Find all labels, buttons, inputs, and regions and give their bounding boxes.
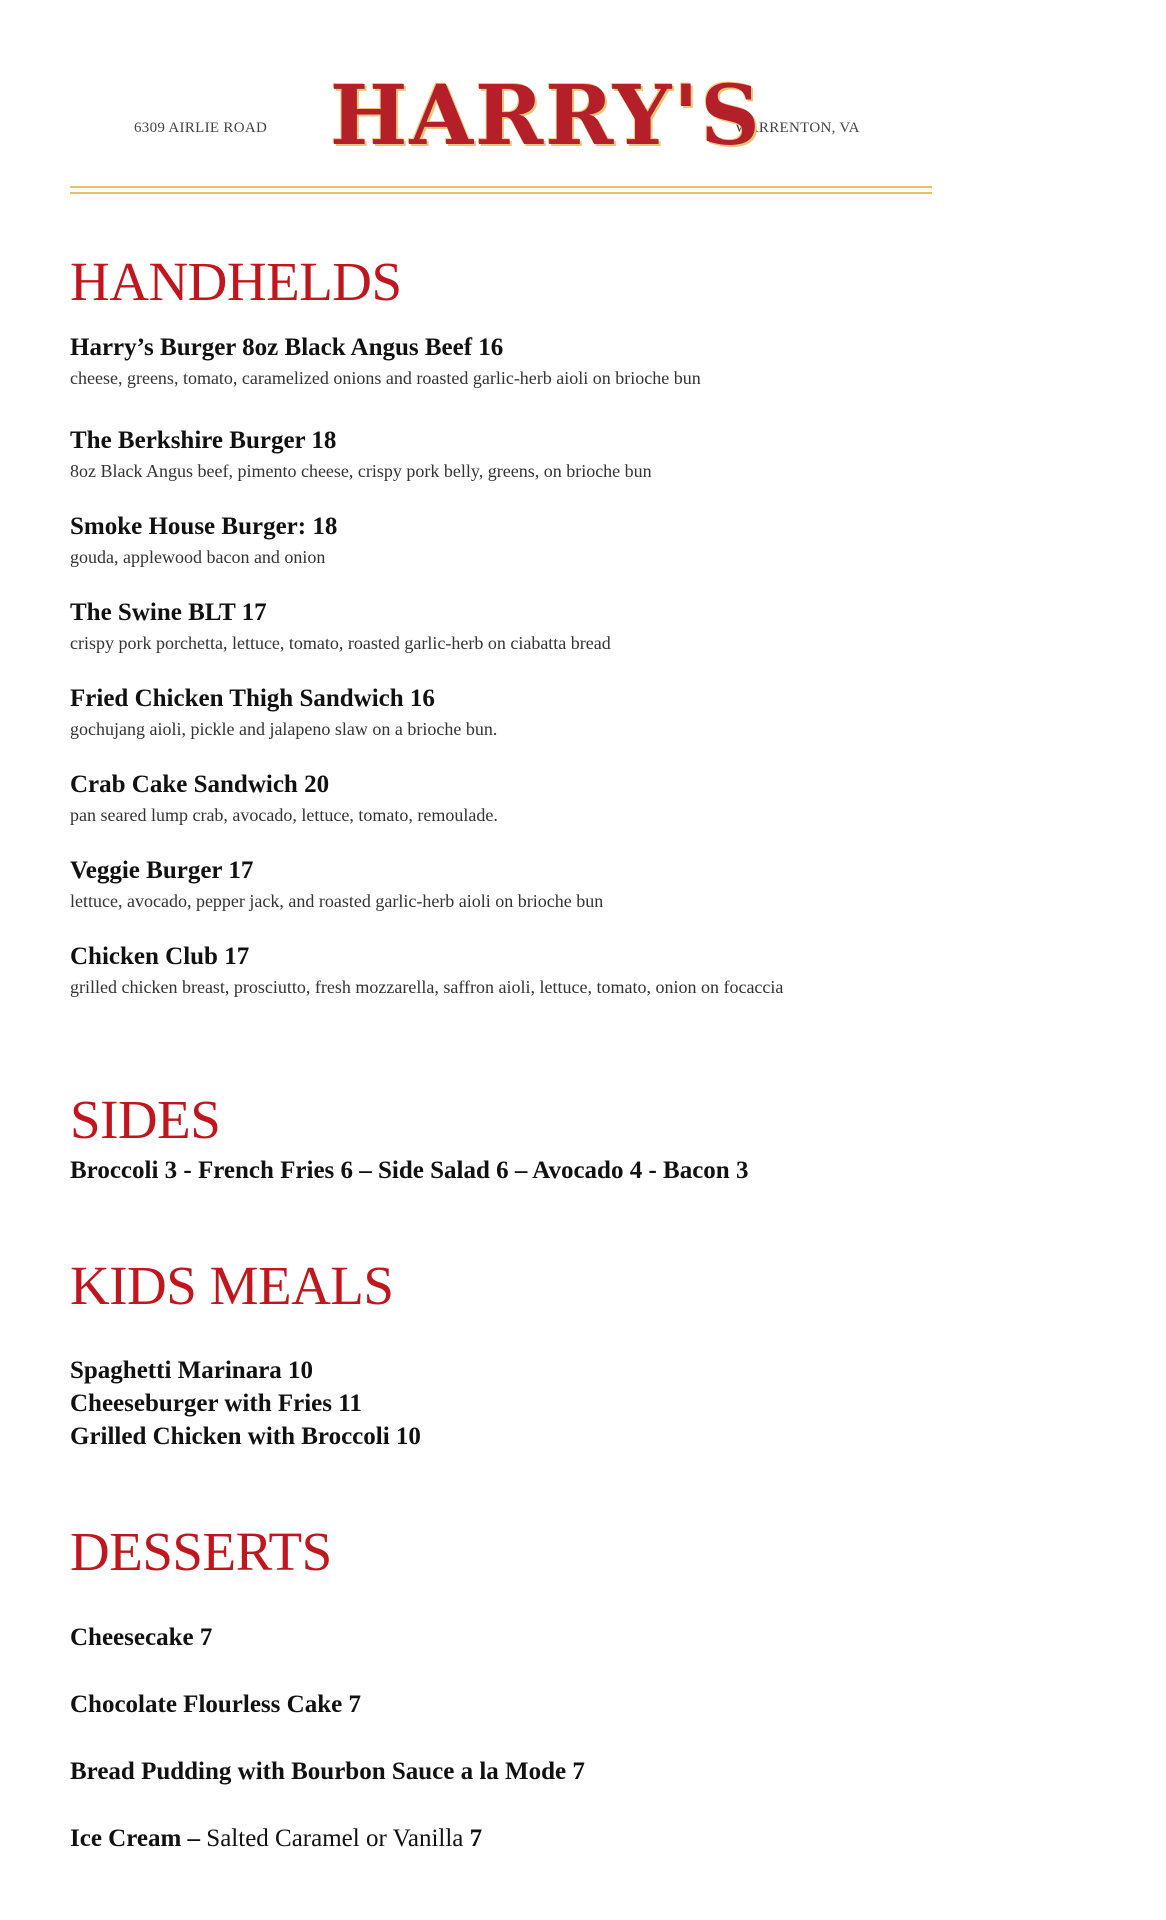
kids-item: Grilled Chicken with Broccoli 10 [70, 1423, 421, 1450]
menu-item-desc: cheese, greens, tomato, caramelized onions and roasted garlic-herb aioli on brioche bun [70, 368, 701, 388]
dessert-item: Cheesecake 7 [70, 1624, 213, 1651]
menu-item-name: Harry’s Burger 8oz Black Angus Beef 16 [70, 334, 504, 361]
address: 6309 AIRLIE ROAD [134, 120, 268, 136]
menu-item-name: The Berkshire Burger 18 [70, 427, 337, 454]
menu-item-desc: crispy pork porchetta, lettuce, tomato, roasted garlic-herb on ciabatta bread [70, 633, 611, 653]
sides-line: Broccoli 3 - French Fries 6 – Side Salad 6 – Avocado 4 - Bacon 3 [70, 1157, 749, 1184]
dessert-item-ice-cream [70, 1825, 482, 1853]
ice-cream-price: 7 [469, 1825, 483, 1852]
dessert-item: Chocolate Flourless Cake 7 [70, 1691, 361, 1718]
menu-item-name: The Swine BLT 17 [70, 599, 267, 626]
section-title-handhelds: HANDHELDS [70, 251, 402, 312]
location: WARRENTON, VA [735, 120, 860, 136]
menu-item-name: Smoke House Burger: 18 [70, 513, 338, 540]
dessert-item: Bread Pudding with Bourbon Sauce a la Mode 7 [70, 1758, 585, 1785]
menu-item-name: Veggie Burger 17 [70, 857, 254, 884]
menu-item-desc: lettuce, avocado, pepper jack, and roasted garlic-herb aioli on brioche bun [70, 891, 604, 911]
kids-item: Spaghetti Marinara 10 [70, 1357, 314, 1384]
ice-cream-flavors: Salted Caramel or Vanilla [206, 1825, 470, 1852]
section-title-kids-meals: KIDS MEALS [70, 1255, 394, 1316]
section-title-sides: SIDES [70, 1089, 221, 1150]
menu-item-name: Fried Chicken Thigh Sandwich 16 [70, 685, 435, 712]
menu-item-name: Chicken Club 17 [70, 943, 250, 970]
header [0, 0, 1166, 240]
menu-item-desc: pan seared lump crab, avocado, lettuce, tomato, remoulade. [70, 805, 498, 825]
menu-item-desc: 8oz Black Angus beef, pimento cheese, crispy pork belly, greens, on brioche bun [70, 461, 652, 481]
ice-cream-name: Ice Cream – [70, 1825, 207, 1852]
menu-item-desc: gochujang aioli, pickle and jalapeno slaw on a brioche bun. [70, 719, 498, 739]
logo-text: HARRY'S [330, 68, 762, 164]
harrys-logo [330, 68, 762, 218]
menu-item-desc: gouda, applewood bacon and onion [70, 547, 326, 567]
kids-item: Cheeseburger with Fries 11 [70, 1390, 362, 1417]
menu-item-desc: grilled chicken breast, prosciutto, fresh mozzarella, saffron aioli, lettuce, tomato, onion on focaccia [70, 977, 784, 997]
menu-item-name: Crab Cake Sandwich 20 [70, 771, 330, 798]
section-title-desserts: DESSERTS [70, 1521, 332, 1582]
